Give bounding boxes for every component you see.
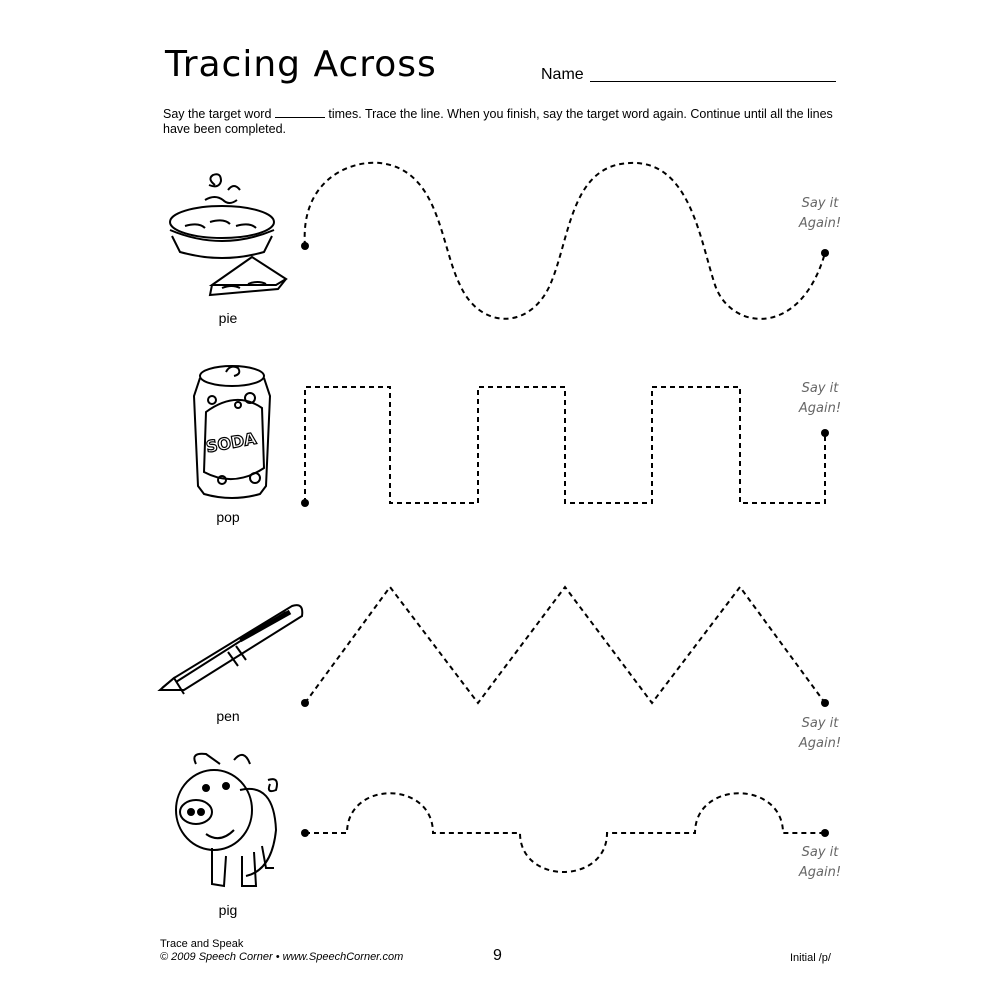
instructions-start: Say the target word bbox=[163, 107, 272, 121]
end-dot bbox=[821, 699, 829, 707]
prompt-line1: Say it bbox=[801, 845, 839, 860]
start-dot bbox=[301, 499, 309, 507]
page-title: Tracing Across bbox=[165, 44, 437, 85]
prompt-line2: Again! bbox=[798, 736, 842, 751]
pen-icon bbox=[160, 605, 302, 694]
prompt-line1: Say it bbox=[801, 716, 839, 731]
instructions-end: times. Trace the line. When you finish, say the target word again. Continue until all the lines have been completed. bbox=[163, 107, 833, 136]
say-it-again-prompt bbox=[785, 714, 855, 754]
page-number: 9 bbox=[493, 947, 502, 964]
start-dot bbox=[301, 699, 309, 707]
zigzag-trace-path[interactable] bbox=[305, 587, 825, 703]
bumps-trace-path[interactable] bbox=[305, 793, 825, 872]
prompt-line2: Again! bbox=[798, 401, 842, 416]
say-it-again-prompt bbox=[785, 379, 855, 419]
word-label-pen: pen bbox=[216, 708, 240, 724]
end-dot bbox=[821, 829, 829, 837]
prompt-line2: Again! bbox=[798, 216, 842, 231]
end-dot bbox=[821, 249, 829, 257]
footer-book-title: Trace and Speak bbox=[160, 938, 244, 950]
square-wave-trace-path[interactable] bbox=[305, 387, 825, 503]
soda-can-icon bbox=[194, 366, 270, 498]
prompt-line2: Again! bbox=[798, 865, 842, 880]
pie-icon bbox=[170, 174, 286, 295]
prompt-line1: Say it bbox=[801, 381, 839, 396]
start-dot bbox=[301, 829, 309, 837]
footer-copyright: © 2009 Speech Corner • www.SpeechCorner.com bbox=[160, 951, 404, 963]
say-it-again-prompt bbox=[785, 843, 855, 883]
start-dot bbox=[301, 242, 309, 250]
word-label-pig: pig bbox=[218, 902, 238, 918]
trace-dots bbox=[301, 242, 829, 837]
say-it-again-prompt bbox=[785, 194, 855, 234]
name-label: Name bbox=[541, 66, 584, 83]
svg-text:SODA: SODA bbox=[204, 428, 258, 457]
footer-credits bbox=[160, 938, 403, 964]
end-dot bbox=[821, 429, 829, 437]
footer-section: Initial /p/ bbox=[790, 952, 831, 964]
word-label-pie: pie bbox=[218, 310, 238, 326]
pig-icon bbox=[176, 754, 277, 886]
wave-trace-path[interactable] bbox=[305, 163, 825, 319]
prompt-line1: Say it bbox=[801, 196, 839, 211]
word-label-pop: pop bbox=[216, 509, 240, 525]
